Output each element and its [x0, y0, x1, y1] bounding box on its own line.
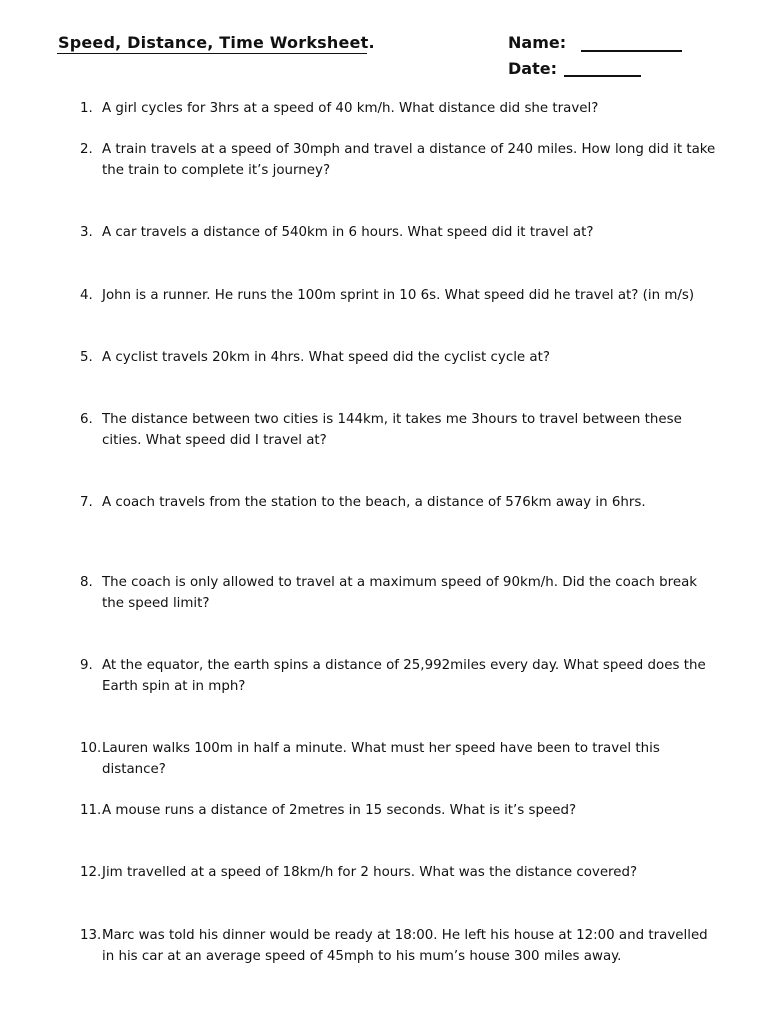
date-label: Date: [508, 59, 557, 78]
question-text: Lauren walks 100m in half a minute. What must her speed have been to travel this distance? [102, 741, 660, 777]
question-7 [80, 492, 720, 513]
question-number: 1. [80, 101, 93, 116]
question-9 [80, 655, 720, 697]
date-blank-line [564, 75, 641, 77]
question-number: 8. [80, 575, 93, 590]
question-13 [80, 925, 720, 967]
question-text: A mouse runs a distance of 2metres in 15 seconds. What is it’s speed? [102, 803, 577, 818]
question-1 [80, 98, 720, 119]
name-blank-line [581, 50, 682, 52]
title-underline [57, 53, 367, 54]
question-text: Marc was told his dinner would be ready at 18:00. He left his house at 12:00 and travelled in his car at an average speed of 45mph to his mum’s house 300 miles away. [102, 928, 708, 964]
question-text: A train travels at a speed of 30mph and travel a distance of 240 miles. How long did it take the train to complete it’s journey? [102, 142, 716, 178]
question-text: The coach is only allowed to travel at a maximum speed of 90km/h. Did the coach break the speed limit? [102, 575, 698, 611]
question-text: A cyclist travels 20km in 4hrs. What speed did the cyclist cycle at? [102, 350, 550, 365]
question-8 [80, 572, 720, 614]
question-2 [80, 139, 720, 181]
question-number: 10. [80, 741, 102, 756]
question-text: A girl cycles for 3hrs at a speed of 40 km/h. What distance did she travel? [102, 101, 599, 116]
question-10 [80, 738, 720, 780]
question-3 [80, 222, 720, 243]
question-6 [80, 409, 720, 451]
question-5 [80, 347, 720, 368]
question-number: 12. [80, 865, 102, 880]
name-label: Name: [508, 33, 567, 52]
question-number: 11. [80, 803, 102, 818]
worksheet-title: Speed, Distance, Time Worksheet. [58, 33, 375, 52]
question-text: At the equator, the earth spins a distance of 25,992miles every day. What speed does the Earth spin at in mph? [102, 658, 706, 694]
question-text: The distance between two cities is 144km, it takes me 3hours to travel between these cities. What speed did I travel at? [102, 412, 682, 448]
question-text: John is a runner. He runs the 100m sprint in 10 6s. What speed did he travel at? (in m/s) [102, 288, 695, 303]
question-text: A coach travels from the station to the beach, a distance of 576km away in 6hrs. [102, 495, 646, 510]
question-number: 6. [80, 412, 93, 427]
question-text: A car travels a distance of 540km in 6 hours. What speed did it travel at? [102, 225, 594, 240]
question-text: Jim travelled at a speed of 18km/h for 2 hours. What was the distance covered? [102, 865, 638, 880]
question-number: 4. [80, 288, 93, 303]
question-number: 5. [80, 350, 93, 365]
question-4 [80, 285, 720, 306]
question-number: 3. [80, 225, 93, 240]
question-11 [80, 800, 720, 821]
question-number: 2. [80, 142, 93, 157]
question-number: 7. [80, 495, 93, 510]
question-number: 13. [80, 928, 102, 943]
question-12 [80, 862, 720, 883]
question-number: 9. [80, 658, 93, 673]
